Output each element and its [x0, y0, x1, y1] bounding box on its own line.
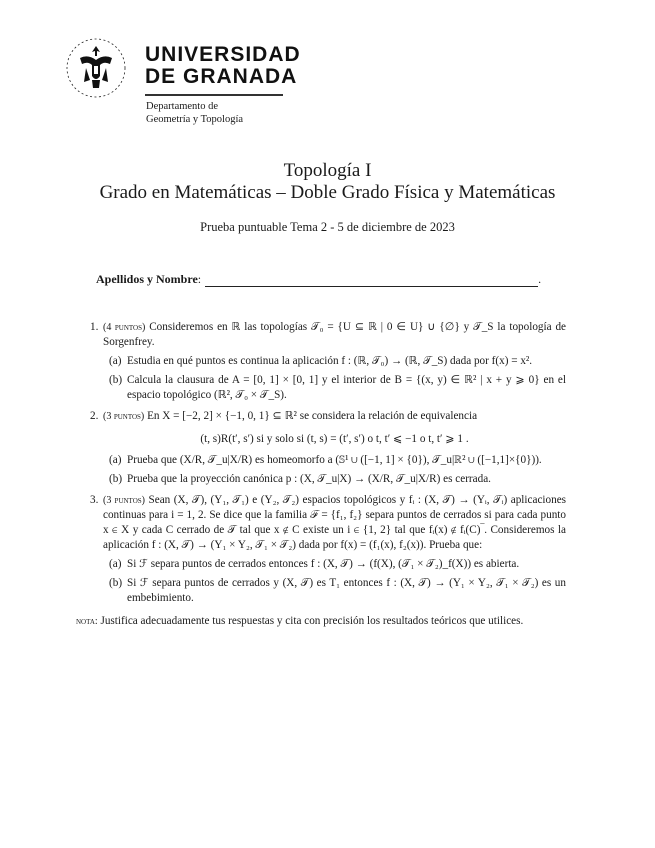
- problem-points: (3 puntos): [103, 495, 145, 506]
- part-text: Estudia en qué puntos es continua la aplicación f : (ℝ, 𝒯₀) → (ℝ, 𝒯_S) dada por f(x) = x².: [127, 355, 533, 367]
- degree-title: Grado en Matemáticas – Doble Grado Física y Matemáticas: [99, 182, 556, 203]
- university-crest-icon: [64, 36, 134, 100]
- department: [146, 100, 243, 126]
- part-text: Prueba que (X/R, 𝒯_u|X/R) es homeomorfo a (𝕊¹ ∪ ([−1, 1] × {0}), 𝒯_u|ℝ² ∪ ([−1,1]×{0})).: [127, 454, 542, 466]
- name-field-colon: :: [197, 272, 202, 286]
- part-text: Calcula la clausura de A = [0, 1] × [0, 1] y el interior de B = {(x, y) ∈ ℝ² | x + y ⩾ 0} en el espacio topológico (ℝ², 𝒯₀ × 𝒯_S).: [127, 374, 566, 401]
- part-text: Si ℱ separa puntos de cerrados y (X, 𝒯) es T₁ entonces f : (X, 𝒯) → (Y₁ × Y₂, 𝒯₁ × 𝒯₂) es un embebimiento.: [127, 577, 566, 604]
- problem-statement: Sean (X, 𝒯), (Y₁, 𝒯₁) e (Y₂, 𝒯₂) espacios topológicos y fᵢ : (X, 𝒯) → (Yᵢ, 𝒯ᵢ) aplicaciones continuas para i = 1, 2. Se dice que la familia ℱ = {f₁, f₂} separa puntos de cerrados si para cada punto x ∈ X y cada C cerrado de 𝒯 tal que x ∉ C existe un i ∈ {1, 2} tal que fᵢ(x) ∉ fᵢ(C)‾. Consideremos la aplicación f : (X, 𝒯) → (Y₁ × Y₂, 𝒯₁ × 𝒯₂) dada por f(x) = (f₁(x), f₂(x)). Prueba que:: [103, 494, 567, 551]
- problem-1: [76, 320, 566, 403]
- part-label: (a): [109, 454, 122, 466]
- department-line1: Departamento de: [146, 101, 219, 112]
- university-name-line2: DE GRANADA: [145, 65, 298, 88]
- department-line2: Geometría y Topología: [146, 114, 244, 125]
- part-label: (a): [109, 355, 122, 367]
- part-label: (b): [109, 473, 123, 485]
- exam-subtitle: Prueba puntuable Tema 2 - 5 de diciembre de 2023: [200, 220, 455, 234]
- problem-3-part-a: [103, 557, 566, 572]
- problem-statement: Consideremos en ℝ las topologías 𝒯₀ = {U ⊆ ℝ | 0 ∈ U} ∪ {∅} y 𝒯_S la topología de Sorgenfrey.: [103, 321, 567, 348]
- problem-points: (3 puntos): [103, 411, 145, 422]
- problem-3: [76, 493, 566, 606]
- exam-note: [76, 614, 566, 629]
- name-field-end: .: [538, 272, 542, 286]
- problem-3-part-b: [103, 576, 566, 606]
- problem-number: 2.: [90, 410, 99, 422]
- part-label: (b): [109, 577, 123, 589]
- problem-points: (4 puntos): [103, 322, 146, 333]
- part-text: Prueba que la proyección canónica p : (X, 𝒯_u|X) → (X/R, 𝒯_u|X/R) es cerrada.: [127, 473, 491, 485]
- exam-content: [76, 320, 566, 629]
- header-divider: [145, 94, 283, 96]
- part-label: (a): [109, 558, 122, 570]
- problem-number: 3.: [90, 494, 99, 506]
- university-name-line1: UNIVERSIDAD: [145, 43, 301, 66]
- equivalence-relation: (t, s)R(t′, s′) si y solo si (t, s) = (t′, s′) o t, t′ ⩽ −1 o t, t′ ⩾ 1 .: [200, 433, 469, 445]
- part-text: Si ℱ separa puntos de cerrados entonces f : (X, 𝒯) → (f(X), (𝒯₁ × 𝒯₂)_f(X)) es abierta.: [127, 558, 520, 570]
- problem-number: 1.: [90, 321, 99, 333]
- part-label: (b): [109, 374, 123, 386]
- name-input-line[interactable]: [205, 274, 538, 287]
- university-name: [145, 44, 301, 88]
- note-label: nota:: [76, 616, 98, 627]
- course-title: Topología I: [283, 160, 372, 181]
- problem-2-part-a: [103, 453, 566, 468]
- problem-2-part-b: [103, 472, 566, 487]
- problem-statement: En X = [−2, 2] × {−1, 0, 1} ⊆ ℝ² se considera la relación de equivalencia: [147, 410, 478, 422]
- problem-1-part-a: [103, 354, 566, 369]
- problem-1-part-b: [103, 373, 566, 403]
- name-field: [96, 272, 541, 287]
- name-field-label: Apellidos y Nombre: [96, 272, 198, 286]
- problem-2: [76, 409, 566, 487]
- note-text: Justifica adecuadamente tus respuestas y cita con precisión los resultados teóricos que utilices.: [100, 615, 524, 627]
